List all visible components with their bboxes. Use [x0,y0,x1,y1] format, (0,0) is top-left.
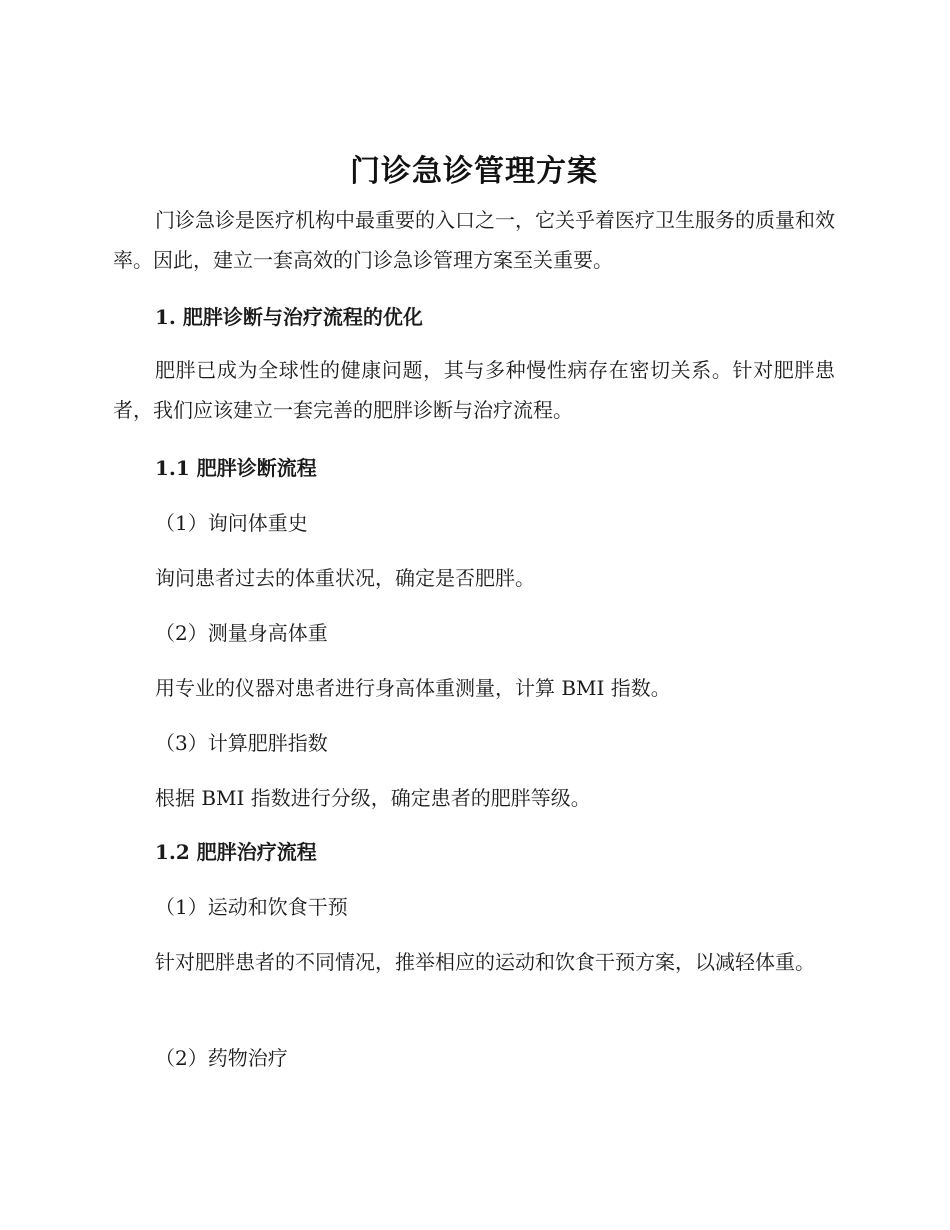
document-title: 门诊急诊管理方案 [350,154,598,189]
section-1-2-heading: 1.2 肥胖治疗流程 [155,840,317,864]
treatment-step-2-label: （2）药物治疗 [155,1046,288,1070]
intro-paragraph: 门诊急诊是医疗机构中最重要的入口之一，它关乎着医疗卫生服务的质量和效率。因此，建立一套高效的门诊急诊管理方案至关重要。 [113,208,835,272]
section-1-heading: 1. 肥胖诊断与治疗流程的优化 [155,305,423,329]
diagnosis-step-1-text: 询问患者过去的体重状况，确定是否肥胖。 [155,566,535,590]
treatment-step-1-label: （1）运动和饮食干预 [155,895,348,919]
section-1-paragraph: 肥胖已成为全球性的健康问题，其与多种慢性病存在密切关系。针对肥胖患者，我们应该建立一套完善的肥胖诊断与治疗流程。 [113,358,835,422]
diagnosis-step-3-label: （3）计算肥胖指数 [155,731,328,755]
diagnosis-step-1-label: （1）询问体重史 [155,511,308,535]
treatment-step-1-text: 针对肥胖患者的不同情况，推举相应的运动和饮食干预方案，以减轻体重。 [155,950,815,974]
section-1-1-heading: 1.1 肥胖诊断流程 [155,456,317,480]
diagnosis-step-3-text: 根据 BMI 指数进行分级，确定患者的肥胖等级。 [155,786,591,810]
diagnosis-step-2-text: 用专业的仪器对患者进行身高体重测量，计算 BMI 指数。 [155,676,671,700]
diagnosis-step-2-label: （2）测量身高体重 [155,621,328,645]
